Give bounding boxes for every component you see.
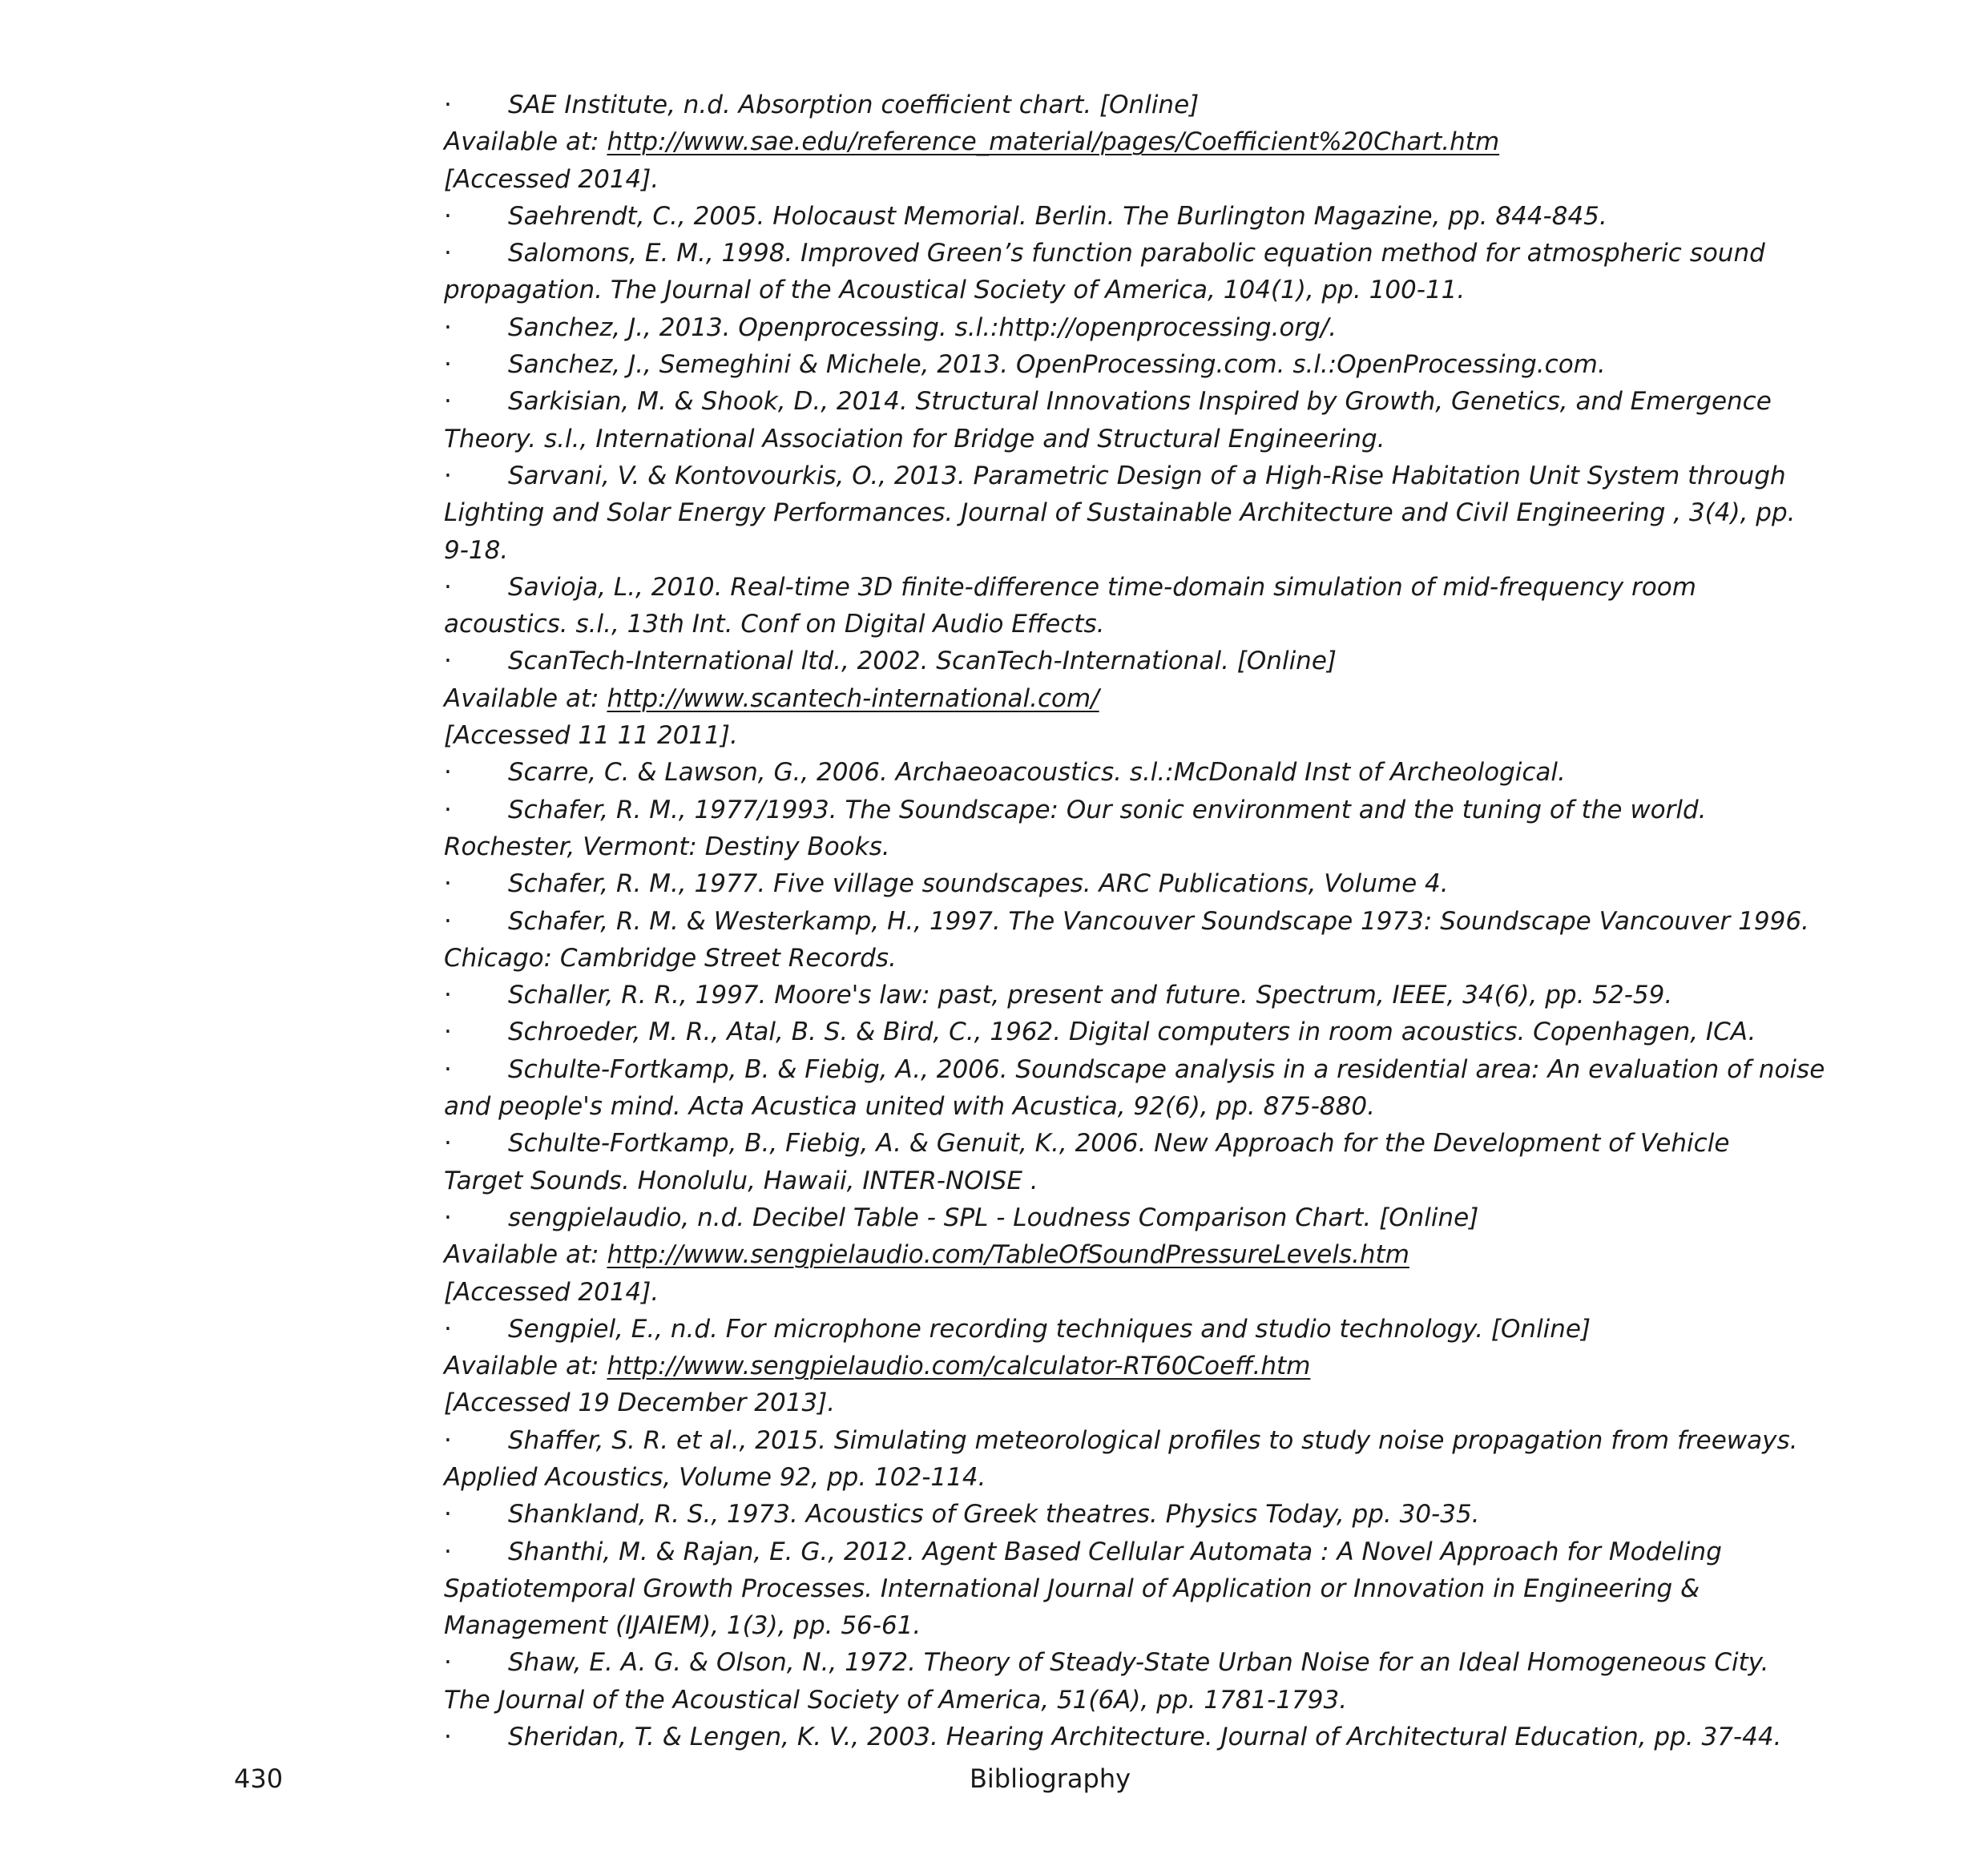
available-at-label: Available at: (444, 1352, 607, 1381)
reference-entry-start (444, 87, 1766, 123)
reference-continuation (444, 940, 1766, 977)
reference-entry-start (444, 754, 1766, 791)
reference-entry-start (444, 383, 1772, 420)
bullet-marker: · (444, 1537, 452, 1566)
bullet-marker: · (444, 647, 452, 676)
bullet-marker: · (444, 1203, 452, 1232)
bullet-marker: · (444, 1425, 452, 1455)
reference-text: 9-18. (444, 535, 509, 565)
reference-entry-start (444, 1719, 1782, 1755)
bullet-marker: · (444, 795, 452, 824)
reference-url-link[interactable]: http://www.sengpielaudio.com/TableOfSoundPressureLevels.htm (607, 1240, 1409, 1270)
reference-text: Lighting and Solar Energy Performances. Journal of Sustainable Architecture and Civil Engineering , 3(4), pp. (444, 498, 1796, 528)
reference-url-link[interactable]: http://www.sengpielaudio.com/calculator-RT60Coeff.htm (607, 1352, 1311, 1381)
reference-text: and people's mind. Acta Acustica united with Acustica, 92(6), pp. 875-880. (444, 1092, 1375, 1122)
reference-text: Sengpiel, E., n.d. For microphone recording techniques and studio technology. [Online] (508, 1314, 1591, 1344)
reference-text: Shaffer, S. R. et al., 2015. Simulating meteorological profiles to study noise propagation from freeways. (508, 1425, 1798, 1455)
footer (0, 1763, 1988, 1795)
bullet-marker: · (444, 1314, 452, 1344)
reference-text: Sarkisian, M. & Shook, D., 2014. Structural Innovations Inspired by Growth, Genetics, and Emergence (508, 387, 1772, 417)
bullet-marker: · (444, 239, 452, 268)
reference-url-link[interactable]: http://www.sae.edu/reference_material/pages/Coefficient%20Chart.htm (607, 127, 1500, 157)
reference-continuation (444, 828, 1766, 865)
bullet-marker: · (444, 312, 452, 342)
reference-text: Schafer, R. M. & Westerkamp, H., 1997. The Vancouver Soundscape 1973: Soundscape Vancouver 1996. (508, 906, 1809, 936)
reference-entry-start (444, 903, 1809, 940)
reference-continuation (444, 717, 1766, 754)
reference-entry-start (444, 1311, 1766, 1348)
reference-text: [Accessed 2014]. (444, 164, 659, 194)
reference-continuation (444, 1088, 1766, 1125)
reference-continuation (444, 421, 1766, 457)
reference-entry-start (444, 792, 1766, 828)
reference-text: Schaller, R. R., 1997. Moore's law: past, present and future. Spectrum, IEEE, 34(6), pp. 52-59. (508, 981, 1673, 1010)
bullet-marker: · (444, 387, 452, 417)
reference-text: Theory. s.l., International Association for Bridge and Structural Engineering. (444, 424, 1385, 453)
reference-entry-start (444, 235, 1766, 272)
reference-text: acoustics. s.l., 13th Int. Conf on Digital Audio Effects. (444, 610, 1105, 639)
bullet-marker: · (444, 572, 452, 602)
reference-continuation (444, 494, 1796, 531)
reference-entry-start (444, 1125, 1766, 1162)
bullet-marker: · (444, 201, 452, 231)
reference-entry-start (444, 1199, 1766, 1236)
bullet-marker: · (444, 1723, 452, 1752)
reference-continuation (444, 1682, 1766, 1719)
reference-entry-start (444, 346, 1766, 383)
reference-text: Schafer, R. M., 1977/1993. The Soundscape: Our sonic environment and the tuning of the world. (508, 795, 1707, 824)
page-number: 430 (234, 1763, 284, 1794)
bullet-marker: · (444, 1648, 452, 1678)
reference-text: Target Sounds. Honolulu, Hawaii, INTER-NOISE . (444, 1166, 1038, 1195)
reference-entry-start (444, 1014, 1766, 1050)
reference-entry-start (444, 643, 1766, 679)
reference-text: sengpielaudio, n.d. Decibel Table - SPL - Loudness Comparison Chart. [Online] (508, 1203, 1479, 1232)
reference-text: Rochester, Vermont: Destiny Books. (444, 832, 890, 861)
reference-text: [Accessed 11 11 2011]. (444, 721, 738, 751)
bibliography-list (444, 87, 1825, 1755)
reference-continuation (444, 1384, 1766, 1421)
reference-text: Schroeder, M. R., Atal, B. S. & Bird, C., 1962. Digital computers in room acoustics. Copenhagen, ICA. (508, 1018, 1756, 1047)
reference-entry-start (444, 1533, 1766, 1570)
reference-text: Saehrendt, C., 2005. Holocaust Memorial. Berlin. The Burlington Magazine, pp. 844-845. (508, 201, 1607, 231)
reference-text: Spatiotemporal Growth Processes. International Journal of Application or Innovation in Engineering & (444, 1574, 1700, 1603)
reference-text: The Journal of the Acoustical Society of America, 51(6A), pp. 1781-1793. (444, 1685, 1348, 1715)
reference-continuation (444, 1570, 1766, 1607)
bullet-marker: · (444, 869, 452, 899)
reference-continuation (444, 161, 1766, 198)
reference-text: Sanchez, J., Semeghini & Michele, 2013. OpenProcessing.com. s.l.:OpenProcessing.com. (508, 350, 1606, 380)
reference-text: Shankland, R. S., 1973. Acoustics of Greek theatres. Physics Today, pp. 30-35. (508, 1500, 1480, 1529)
reference-entry-start (444, 309, 1766, 346)
bullet-marker: · (444, 350, 452, 380)
reference-continuation (444, 606, 1766, 643)
reference-text: Scarre, C. & Lawson, G., 2006. Archaeoacoustics. s.l.:McDonald Inst of Archeological. (508, 758, 1566, 788)
reference-text: Management (IJAIEM), 1(3), pp. 56-61. (444, 1611, 921, 1641)
reference-entry-start (444, 198, 1766, 235)
bullet-marker: · (444, 758, 452, 788)
bullet-marker: · (444, 1129, 452, 1159)
reference-availability-line (444, 123, 1766, 160)
reference-entry-start (444, 1051, 1825, 1088)
reference-text: ScanTech-International ltd., 2002. ScanTech-International. [Online] (508, 647, 1337, 676)
bullet-marker: · (444, 461, 452, 490)
reference-text: propagation. The Journal of the Acoustical Society of America, 104(1), pp. 100-11. (444, 276, 1466, 305)
bullet-marker: · (444, 906, 452, 936)
reference-continuation (444, 1459, 1766, 1496)
available-at-label: Available at: (444, 683, 607, 713)
reference-text: Applied Acoustics, Volume 92, pp. 102-114. (444, 1462, 986, 1492)
reference-entry-start (444, 457, 1786, 494)
reference-continuation (444, 272, 1766, 308)
reference-text: SAE Institute, n.d. Absorption coefficient chart. [Online] (508, 91, 1200, 119)
reference-text: Sarvani, V. & Kontovourkis, O., 2013. Parametric Design of a High-Rise Habitation Unit System through (508, 461, 1786, 490)
reference-availability-line (444, 680, 1766, 717)
reference-text: Savioja, L., 2010. Real-time 3D finite-difference time-domain simulation of mid-frequency room (508, 572, 1696, 602)
footer-title: Bibliography (969, 1763, 1131, 1794)
reference-text: Schulte-Fortkamp, B., Fiebig, A. & Genuit, K., 2006. New Approach for the Development of Vehicle (508, 1129, 1730, 1159)
reference-entry-start (444, 1644, 1769, 1681)
reference-text: Sheridan, T. & Lengen, K. V., 2003. Hearing Architecture. Journal of Architectural Education, pp. 37-44. (508, 1723, 1782, 1752)
reference-entry-start (444, 865, 1766, 902)
reference-text: Schulte-Fortkamp, B. & Fiebig, A., 2006. Soundscape analysis in a residential area: An evaluation of noise (508, 1054, 1825, 1084)
reference-continuation (444, 1163, 1766, 1199)
reference-text: Sanchez, J., 2013. Openprocessing. s.l.:http://openprocessing.org/. (508, 312, 1337, 342)
reference-entry-start (444, 1422, 1798, 1459)
bullet-marker: · (444, 981, 452, 1010)
reference-entry-start (444, 1496, 1766, 1533)
reference-availability-line (444, 1348, 1766, 1384)
reference-text: Schafer, R. M., 1977. Five village soundscapes. ARC Publications, Volume 4. (508, 869, 1449, 899)
bullet-marker: · (444, 1500, 452, 1529)
reference-entry-start (444, 977, 1766, 1014)
reference-text: Shaw, E. A. G. & Olson, N., 1972. Theory of Steady-State Urban Noise for an Ideal Homogeneous City. (508, 1648, 1769, 1678)
reference-text: Salomons, E. M., 1998. Improved Green’s function parabolic equation method for atmospheric sound (508, 239, 1765, 268)
available-at-label: Available at: (444, 1240, 607, 1270)
available-at-label: Available at: (444, 127, 607, 157)
bullet-marker: · (444, 1054, 452, 1084)
reference-entry-start (444, 569, 1766, 606)
reference-text: Chicago: Cambridge Street Records. (444, 943, 897, 973)
reference-text: Shanthi, M. & Rajan, E. G., 2012. Agent Based Cellular Automata : A Novel Approach for Modeling (508, 1537, 1722, 1566)
reference-continuation (444, 1607, 1766, 1644)
reference-text: [Accessed 2014]. (444, 1277, 659, 1307)
reference-continuation (444, 1274, 1766, 1311)
reference-url-link[interactable]: http://www.scantech-international.com/ (607, 683, 1099, 713)
reference-continuation (444, 532, 1766, 569)
reference-availability-line (444, 1236, 1766, 1273)
bullet-marker: · (444, 91, 452, 119)
reference-text: [Accessed 19 December 2013]. (444, 1388, 836, 1418)
bullet-marker: · (444, 1018, 452, 1047)
